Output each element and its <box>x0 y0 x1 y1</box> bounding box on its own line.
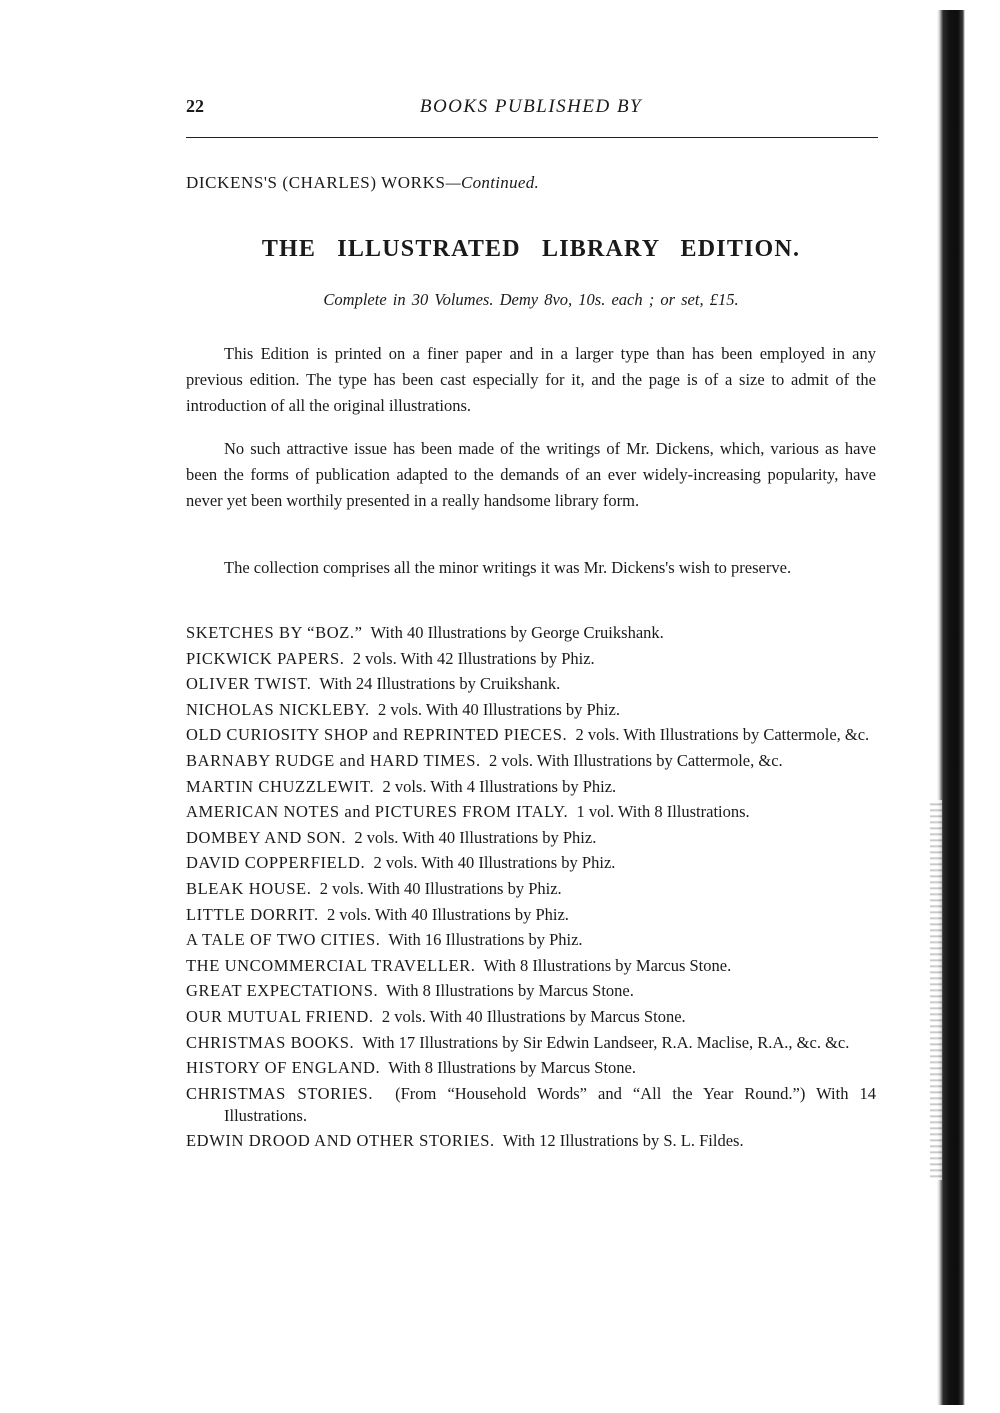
running-head <box>186 96 876 122</box>
book-details: 2 vols. With 4 Illustrations by Phiz. <box>382 776 617 796</box>
book-entry <box>186 648 876 670</box>
book-title: CHRISTMAS STORIES. <box>186 1083 374 1103</box>
book-details: With 24 Illustrations by Cruikshank. <box>319 674 561 694</box>
book-entry <box>186 750 876 772</box>
book-title: EDWIN DROOD AND OTHER STORIES. <box>186 1131 495 1151</box>
book-title: BARNABY RUDGE and HARD TIMES. <box>186 750 481 770</box>
book-title: GREAT EXPECTATIONS. <box>186 981 379 1001</box>
book-entry <box>186 622 876 644</box>
binding-speckle <box>930 800 942 1180</box>
book-details: With 40 Illustrations by George Cruikshank. <box>370 623 664 642</box>
book-entry <box>186 1130 876 1152</box>
book-title: CHRISTMAS BOOKS. <box>186 1032 355 1052</box>
book-details: With 8 Illustrations by Marcus Stone. <box>388 1058 636 1078</box>
book-entry <box>186 801 876 823</box>
book-details: With 8 Illustrations by Marcus Stone. <box>483 955 732 975</box>
book-entry <box>186 1083 876 1127</box>
book-entry <box>186 776 876 798</box>
book-entry <box>186 980 876 1002</box>
book-entry <box>186 699 876 721</box>
book-title: DAVID COPPERFIELD. <box>186 853 366 873</box>
book-title: OUR MUTUAL FRIEND. <box>186 1006 374 1026</box>
book-details: 2 vols. With 40 Illustrations by Phiz. <box>326 904 569 924</box>
book-title: PICKWICK PAPERS. <box>186 648 345 668</box>
book-title: MARTIN CHUZZLEWIT. <box>186 776 375 796</box>
edition-title: THE ILLUSTRATED LIBRARY EDITION. <box>261 236 801 262</box>
book-details: With 17 Illustrations by Sir Edwin Landseer, R.A. Maclise, R.A., &c. &c. <box>362 1032 850 1052</box>
book-details: 2 vols. With 40 Illustrations by Phiz. <box>319 878 562 898</box>
book-entry <box>186 1006 876 1028</box>
book-details: 2 vols. With 42 Illustrations by Phiz. <box>352 648 595 668</box>
book-details: 2 vols. With 40 Illustrations by Marcus Stone. <box>381 1006 686 1026</box>
section-label-text: DICKENS'S (CHARLES) WORKS <box>186 173 446 192</box>
book-title: OLD CURIOSITY SHOP and REPRINTED PIECES. <box>186 725 568 745</box>
book-title: NICHOLAS NICKLEBY. <box>186 699 370 719</box>
book-title: HISTORY OF ENGLAND. <box>186 1058 381 1078</box>
book-entry <box>186 852 876 874</box>
book-details: 1 vol. With 8 Illustrations. <box>576 802 750 822</box>
book-title: AMERICAN NOTES and PICTURES FROM ITALY. <box>186 802 569 822</box>
book-entry <box>186 673 876 695</box>
book-entry <box>186 827 876 849</box>
paragraph: The collection comprises all the minor writings it was Mr. Dickens's wish to preserve. <box>224 558 792 577</box>
book-entry <box>186 1057 876 1079</box>
paragraph: This Edition is printed on a finer paper and in a larger type than has been employed in any previous edition. The type has been cast especially for it, and the page is of a size to admit of the introduction of all the original illustrations. <box>186 344 876 415</box>
running-title: BOOKS PUBLISHED BY <box>419 96 643 117</box>
book-details: 2 vols. With Illustrations by Cattermole, &c. <box>488 750 783 770</box>
edition-subtitle: Complete in 30 Volumes. Demy 8vo, 10s. each ; or set, £15. <box>323 290 739 309</box>
book-details: With 16 Illustrations by Phiz. <box>388 930 583 950</box>
book-title: LITTLE DORRIT. <box>186 904 319 924</box>
book-details: (From “Household Words” and “All the Year Round.”) With 14 Illustrations. <box>224 1083 876 1125</box>
book-title: OLIVER TWIST. <box>186 674 312 694</box>
binding-edge <box>937 10 965 1405</box>
book-title: SKETCHES BY “BOZ.” <box>186 623 363 642</box>
book-list <box>186 622 876 1156</box>
book-entry <box>186 904 876 926</box>
book-entry <box>186 878 876 900</box>
book-title: A TALE OF TWO CITIES. <box>186 930 381 950</box>
page-number: 22 <box>186 96 204 116</box>
book-details: 2 vols. With 40 Illustrations by Phiz. <box>373 853 616 873</box>
book-details: 2 vols. With 40 Illustrations by Phiz. <box>378 699 620 719</box>
book-entry <box>186 1032 876 1054</box>
header-rule <box>186 137 878 138</box>
book-details: With 12 Illustrations by S. L. Fildes. <box>502 1131 744 1151</box>
book-entry <box>186 955 876 977</box>
book-details: With 8 Illustrations by Marcus Stone. <box>386 981 634 1001</box>
book-title: THE UNCOMMERCIAL TRAVELLER. <box>186 955 476 975</box>
book-entry <box>186 929 876 951</box>
section-label <box>186 173 539 193</box>
continued-label: —Continued. <box>445 173 540 192</box>
book-title: BLEAK HOUSE. <box>186 878 312 898</box>
book-details: 2 vols. With 40 Illustrations by Phiz. <box>354 827 597 847</box>
paragraph: No such attractive issue has been made of the writings of Mr. Dickens, which, various as have been the forms of publication adapted to the demands of an ever widely-increasing popularity, have never yet been worthily presented in a really handsome library form. <box>186 439 876 510</box>
book-entry <box>186 724 876 746</box>
book-title: DOMBEY AND SON. <box>186 827 347 847</box>
book-details: 2 vols. With Illustrations by Cattermole, &c. <box>575 725 870 745</box>
